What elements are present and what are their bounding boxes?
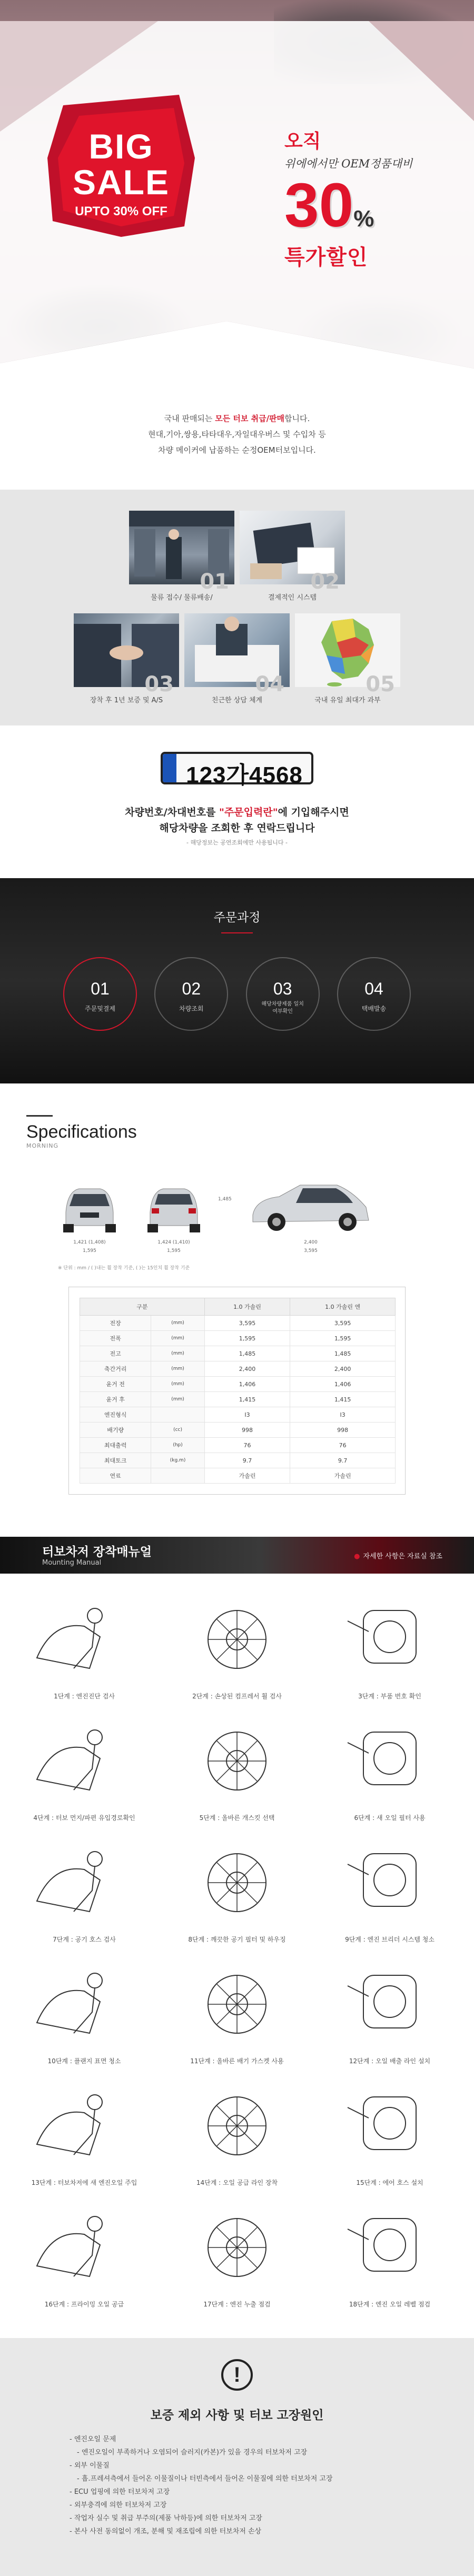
order-step: 03 해당차량제품 일치여부확인 bbox=[246, 957, 320, 1031]
row-label: 연료 bbox=[80, 1468, 151, 1484]
intro-line: 국내 판매되는 모든 터보 취급/판매합니다. bbox=[164, 414, 310, 423]
step-illustration bbox=[21, 2076, 147, 2171]
row-value: 1,406 bbox=[290, 1377, 396, 1392]
row-unit: (kg.m) bbox=[151, 1453, 204, 1468]
manual-step bbox=[174, 1954, 300, 2065]
manual-steps bbox=[0, 1574, 474, 2319]
order-step: 02 차량조회 bbox=[154, 957, 228, 1031]
intro-line: 차량 메이커에 납품하는 순정OEM터보입니다. bbox=[158, 445, 316, 455]
manual-step bbox=[174, 1833, 300, 1944]
step-caption: 4단계 : 터보 먼지/파편 유입경로확인 bbox=[33, 1814, 135, 1822]
feature-row bbox=[74, 511, 400, 602]
manual-step bbox=[327, 2076, 453, 2187]
row-unit: (hp) bbox=[151, 1438, 204, 1453]
table-row bbox=[80, 1423, 396, 1438]
warranty-item: - 본사 사전 동의없이 개조, 분해 및 재조립에 의한 터보차저 손상 bbox=[70, 2528, 262, 2535]
step-caption: 16단계 : 프라이밍 오일 공급 bbox=[44, 2301, 124, 2308]
hero-banner bbox=[0, 0, 474, 390]
table-row bbox=[80, 1453, 396, 1468]
row-value: 1,485 bbox=[290, 1346, 396, 1361]
license-plate bbox=[161, 752, 313, 788]
row-label: 축간거리 bbox=[80, 1361, 151, 1377]
table-row bbox=[80, 1392, 396, 1407]
row-value: 3,595 bbox=[290, 1316, 396, 1331]
step-illustration bbox=[174, 1954, 300, 2049]
spec-note: ※ 단위 : mm / ( )내는 휠 장착 기준, ( )는 15인치 휠 장착 기준 bbox=[58, 1266, 190, 1271]
row-label: 전고 bbox=[80, 1346, 151, 1361]
row-value: 998 bbox=[290, 1423, 396, 1438]
step-illustration bbox=[327, 2197, 453, 2292]
spec-title: Specifications bbox=[26, 1122, 137, 1142]
row-value: I3 bbox=[204, 1407, 290, 1423]
warranty-item: - 흡.프레셔측에서 들어온 이물질이나 터빈측에서 들어온 이물질에 의한 터보차저 고장 bbox=[77, 2475, 333, 2483]
manual-step bbox=[327, 1589, 453, 1700]
order-step: 01 주문및결제 bbox=[63, 957, 137, 1031]
row-value: 2,400 bbox=[290, 1361, 396, 1377]
step-illustration bbox=[174, 1711, 300, 1806]
manual-step bbox=[327, 1833, 453, 1944]
plate-band bbox=[163, 754, 176, 782]
feature-section bbox=[0, 490, 474, 725]
row-label: 엔진형식 bbox=[80, 1407, 151, 1423]
heading-accent bbox=[26, 1115, 53, 1117]
step-caption: 7단계 : 공기 호스 검사 bbox=[53, 1936, 116, 1943]
sale-text: SALE bbox=[72, 163, 170, 202]
big-text: BIG bbox=[88, 127, 154, 166]
step-caption: 18단계 : 엔진 오일 레벨 점검 bbox=[349, 2301, 431, 2308]
car-side-view bbox=[248, 1176, 374, 1234]
manual-step bbox=[174, 1711, 300, 1822]
warranty-item: - 작업자 실수 및 취급 부주의(제품 낙하등)에 의한 터보차저 고장 bbox=[70, 2514, 262, 2522]
row-value: 9.7 bbox=[290, 1453, 396, 1468]
step-illustration bbox=[327, 1833, 453, 1927]
warranty-list bbox=[70, 2433, 333, 2538]
row-value: 가솔린 bbox=[290, 1468, 396, 1484]
row-label: 최대출력 bbox=[80, 1438, 151, 1453]
row-label: 윤거 후 bbox=[80, 1392, 151, 1407]
feature-card: 01 물류 접수/ 물류배송/ bbox=[129, 511, 234, 602]
step-illustration bbox=[21, 1833, 147, 1927]
step-caption: 6단계 : 새 오일 필터 사용 bbox=[354, 1814, 426, 1822]
table-row bbox=[80, 1468, 396, 1484]
plate-instruction: 차량번호/차대번호를 "주문입력란"에 기입해주시면 해당차량을 조회한 후 연락드립니다 bbox=[125, 807, 349, 834]
step-illustration bbox=[21, 2197, 147, 2292]
manual-step bbox=[327, 1711, 453, 1822]
row-value: 1,415 bbox=[204, 1392, 290, 1407]
row-value: 가솔린 bbox=[204, 1468, 290, 1484]
plate-section bbox=[0, 725, 474, 878]
step-illustration bbox=[327, 2076, 453, 2171]
step-illustration bbox=[174, 2197, 300, 2292]
feature-card: 04 친근한 상담 체계 bbox=[184, 613, 290, 704]
step-caption: 9단계 : 엔진 브리더 시스템 청소 bbox=[345, 1936, 434, 1943]
manual-step bbox=[21, 1833, 147, 1944]
plate-note: - 해당정보는 공연조회에만 사용됩니다 - bbox=[186, 839, 288, 846]
car-rear-view bbox=[142, 1176, 205, 1234]
big-sale-badge bbox=[42, 84, 200, 242]
only-label: 오직 bbox=[284, 130, 321, 152]
feature-card: 02 결제적인 시스템 bbox=[240, 511, 345, 602]
step-caption: 3단계 : 부품 번호 확인 bbox=[358, 1693, 421, 1700]
step-caption: 12단계 : 오일 배출 라인 설치 bbox=[349, 2057, 431, 2065]
spec-header bbox=[26, 1115, 448, 1149]
table-row bbox=[80, 1438, 396, 1453]
table-row bbox=[80, 1316, 396, 1331]
warranty-section bbox=[0, 2338, 474, 2576]
table-row bbox=[80, 1346, 396, 1361]
row-unit: (mm) bbox=[151, 1392, 204, 1407]
specifications bbox=[0, 1083, 474, 1516]
promo-text bbox=[284, 126, 453, 271]
row-value: 1,415 bbox=[290, 1392, 396, 1407]
dim-label: 1,595 bbox=[83, 1248, 96, 1254]
manual-step bbox=[174, 2197, 300, 2309]
row-value: 1,485 bbox=[204, 1346, 290, 1361]
step-caption: 5단계 : 올바른 개스킷 선택 bbox=[199, 1814, 275, 1822]
table-row bbox=[80, 1377, 396, 1392]
table-header: 1.0 가솔린 bbox=[204, 1298, 290, 1316]
table-header: 구분 bbox=[80, 1298, 205, 1316]
manual-title: 터보차저 장착매뉴얼 bbox=[42, 1545, 152, 1559]
row-value: 76 bbox=[204, 1438, 290, 1453]
row-label: 배기량 bbox=[80, 1423, 151, 1438]
bullet-icon: ● bbox=[354, 1553, 360, 1560]
manual-grid bbox=[21, 1589, 453, 2309]
dim-label: 3,595 bbox=[304, 1248, 318, 1254]
step-caption: 13단계 : 터보차저에 새 엔진오일 주입 bbox=[31, 2179, 137, 2186]
row-label: 전장 bbox=[80, 1316, 151, 1331]
order-process bbox=[0, 878, 474, 1083]
step-caption: 2단계 : 손상된 컴프레서 휠 검사 bbox=[192, 1693, 282, 1700]
feature-card: 05 국내 유일 최대가 과부 bbox=[295, 613, 400, 704]
upto-text: UPTO 30% OFF bbox=[75, 204, 167, 218]
row-label: 전폭 bbox=[80, 1331, 151, 1346]
table-row bbox=[80, 1361, 396, 1377]
step-illustration bbox=[174, 1589, 300, 1684]
warranty-item: - ECU 업핑에 의한 터보차저 고장 bbox=[70, 2488, 170, 2496]
title-underline bbox=[221, 932, 253, 933]
manual-step bbox=[21, 2197, 147, 2309]
table-row bbox=[80, 1331, 396, 1346]
step-illustration bbox=[174, 1833, 300, 1927]
row-unit: (mm) bbox=[151, 1377, 204, 1392]
step-caption: 14단계 : 오일 공급 라인 장착 bbox=[196, 2179, 278, 2186]
car-front-view bbox=[58, 1176, 121, 1234]
step-caption: 17단계 : 엔진 누출 점검 bbox=[203, 2301, 271, 2308]
step-caption: 15단계 : 에어 호스 설치 bbox=[356, 2179, 423, 2186]
row-value: 998 bbox=[204, 1423, 290, 1438]
row-value: 3,595 bbox=[204, 1316, 290, 1331]
table-row bbox=[80, 1407, 396, 1423]
step-caption: 11단계 : 올바른 배기 가스켓 사용 bbox=[190, 2057, 284, 2065]
row-value: 9.7 bbox=[204, 1453, 290, 1468]
warranty-item: - 외부충격에 의한 터보차저 고장 bbox=[70, 2501, 167, 2509]
row-unit bbox=[151, 1407, 204, 1423]
row-label: 윤거 전 bbox=[80, 1377, 151, 1392]
warranty-item: - 엔진오일이 부족하거나 오염되어 슬러지(카본)가 있을 경우의 터보차저 고장 bbox=[77, 2449, 308, 2456]
oem-desc: 위에에서만 OEM정품대비 bbox=[284, 157, 413, 170]
step-illustration bbox=[21, 1589, 147, 1684]
row-unit: (cc) bbox=[151, 1423, 204, 1438]
step-illustration bbox=[327, 1954, 453, 2049]
special-discount: 특가할인 bbox=[284, 245, 368, 270]
feature-card: 03 장착 후 1년 보증 및 A/S bbox=[74, 613, 179, 704]
warranty-item: - 엔진오일 문제 bbox=[70, 2435, 116, 2443]
row-value: 1,595 bbox=[290, 1331, 396, 1346]
row-unit: (mm) bbox=[151, 1331, 204, 1346]
plate-number: 123가4568 bbox=[186, 762, 303, 788]
row-unit: (mm) bbox=[151, 1346, 204, 1361]
spec-table bbox=[80, 1298, 396, 1484]
manual-subtitle: Mounting Manual bbox=[42, 1559, 102, 1567]
manual-step bbox=[327, 1954, 453, 2065]
row-label: 최대토크 bbox=[80, 1453, 151, 1468]
warranty-item: - 외부 이물질 bbox=[70, 2462, 110, 2470]
archive-link[interactable]: ● 자세한 사항은 자료실 참조 bbox=[354, 1553, 442, 1560]
row-unit: (mm) bbox=[151, 1316, 204, 1331]
order-steps bbox=[63, 957, 411, 1031]
table-header: 1.0 가솔린 엔 bbox=[290, 1298, 396, 1316]
intro-text bbox=[0, 390, 474, 490]
step-illustration bbox=[21, 1711, 147, 1806]
manual-step bbox=[21, 1954, 147, 2065]
dim-label: 1,421 (1,408) bbox=[73, 1240, 106, 1245]
feature-row bbox=[74, 613, 400, 704]
manual-step bbox=[21, 2076, 147, 2187]
row-value: 1,406 bbox=[204, 1377, 290, 1392]
row-value: I3 bbox=[290, 1407, 396, 1423]
manual-step bbox=[327, 2197, 453, 2309]
step-illustration bbox=[327, 1589, 453, 1684]
dim-label: 1,485 bbox=[218, 1197, 232, 1202]
spec-table-frame bbox=[68, 1287, 406, 1495]
discount-percent: 30% bbox=[284, 171, 374, 240]
step-caption: 10단계 : 플랜지 표면 청소 bbox=[47, 2057, 121, 2065]
row-value: 76 bbox=[290, 1438, 396, 1453]
intro-line: 현대,기아,쌍용,타타대우,자일대우버스 및 수입차 등 bbox=[148, 430, 326, 439]
dim-label: 1,424 (1,410) bbox=[157, 1240, 190, 1245]
row-unit bbox=[151, 1468, 204, 1484]
manual-header bbox=[0, 1537, 474, 1574]
row-value: 1,595 bbox=[204, 1331, 290, 1346]
order-title: 주문과정 bbox=[213, 911, 261, 924]
step-caption: 8단계 : 깨끗한 공기 필터 및 하우징 bbox=[188, 1936, 286, 1943]
car-diagrams bbox=[58, 1170, 416, 1260]
dim-label: 1,595 bbox=[167, 1248, 181, 1254]
dim-label: 2,400 bbox=[304, 1240, 318, 1245]
spec-subtitle: MORNING bbox=[26, 1142, 59, 1149]
warranty-title: 보증 제외 사항 및 터보 고장원인 bbox=[150, 2409, 324, 2422]
order-step: 04 택배발송 bbox=[337, 957, 411, 1031]
manual-step bbox=[21, 1589, 147, 1700]
step-caption: 1단계 : 엔진진단 검사 bbox=[54, 1693, 115, 1700]
manual-step bbox=[174, 2076, 300, 2187]
row-value: 2,400 bbox=[204, 1361, 290, 1377]
step-illustration bbox=[174, 2076, 300, 2171]
warning-icon: ! bbox=[221, 2359, 253, 2391]
step-illustration bbox=[21, 1954, 147, 2049]
row-unit: (mm) bbox=[151, 1361, 204, 1377]
manual-step bbox=[174, 1589, 300, 1700]
step-illustration bbox=[327, 1711, 453, 1806]
manual-step bbox=[21, 1711, 147, 1822]
